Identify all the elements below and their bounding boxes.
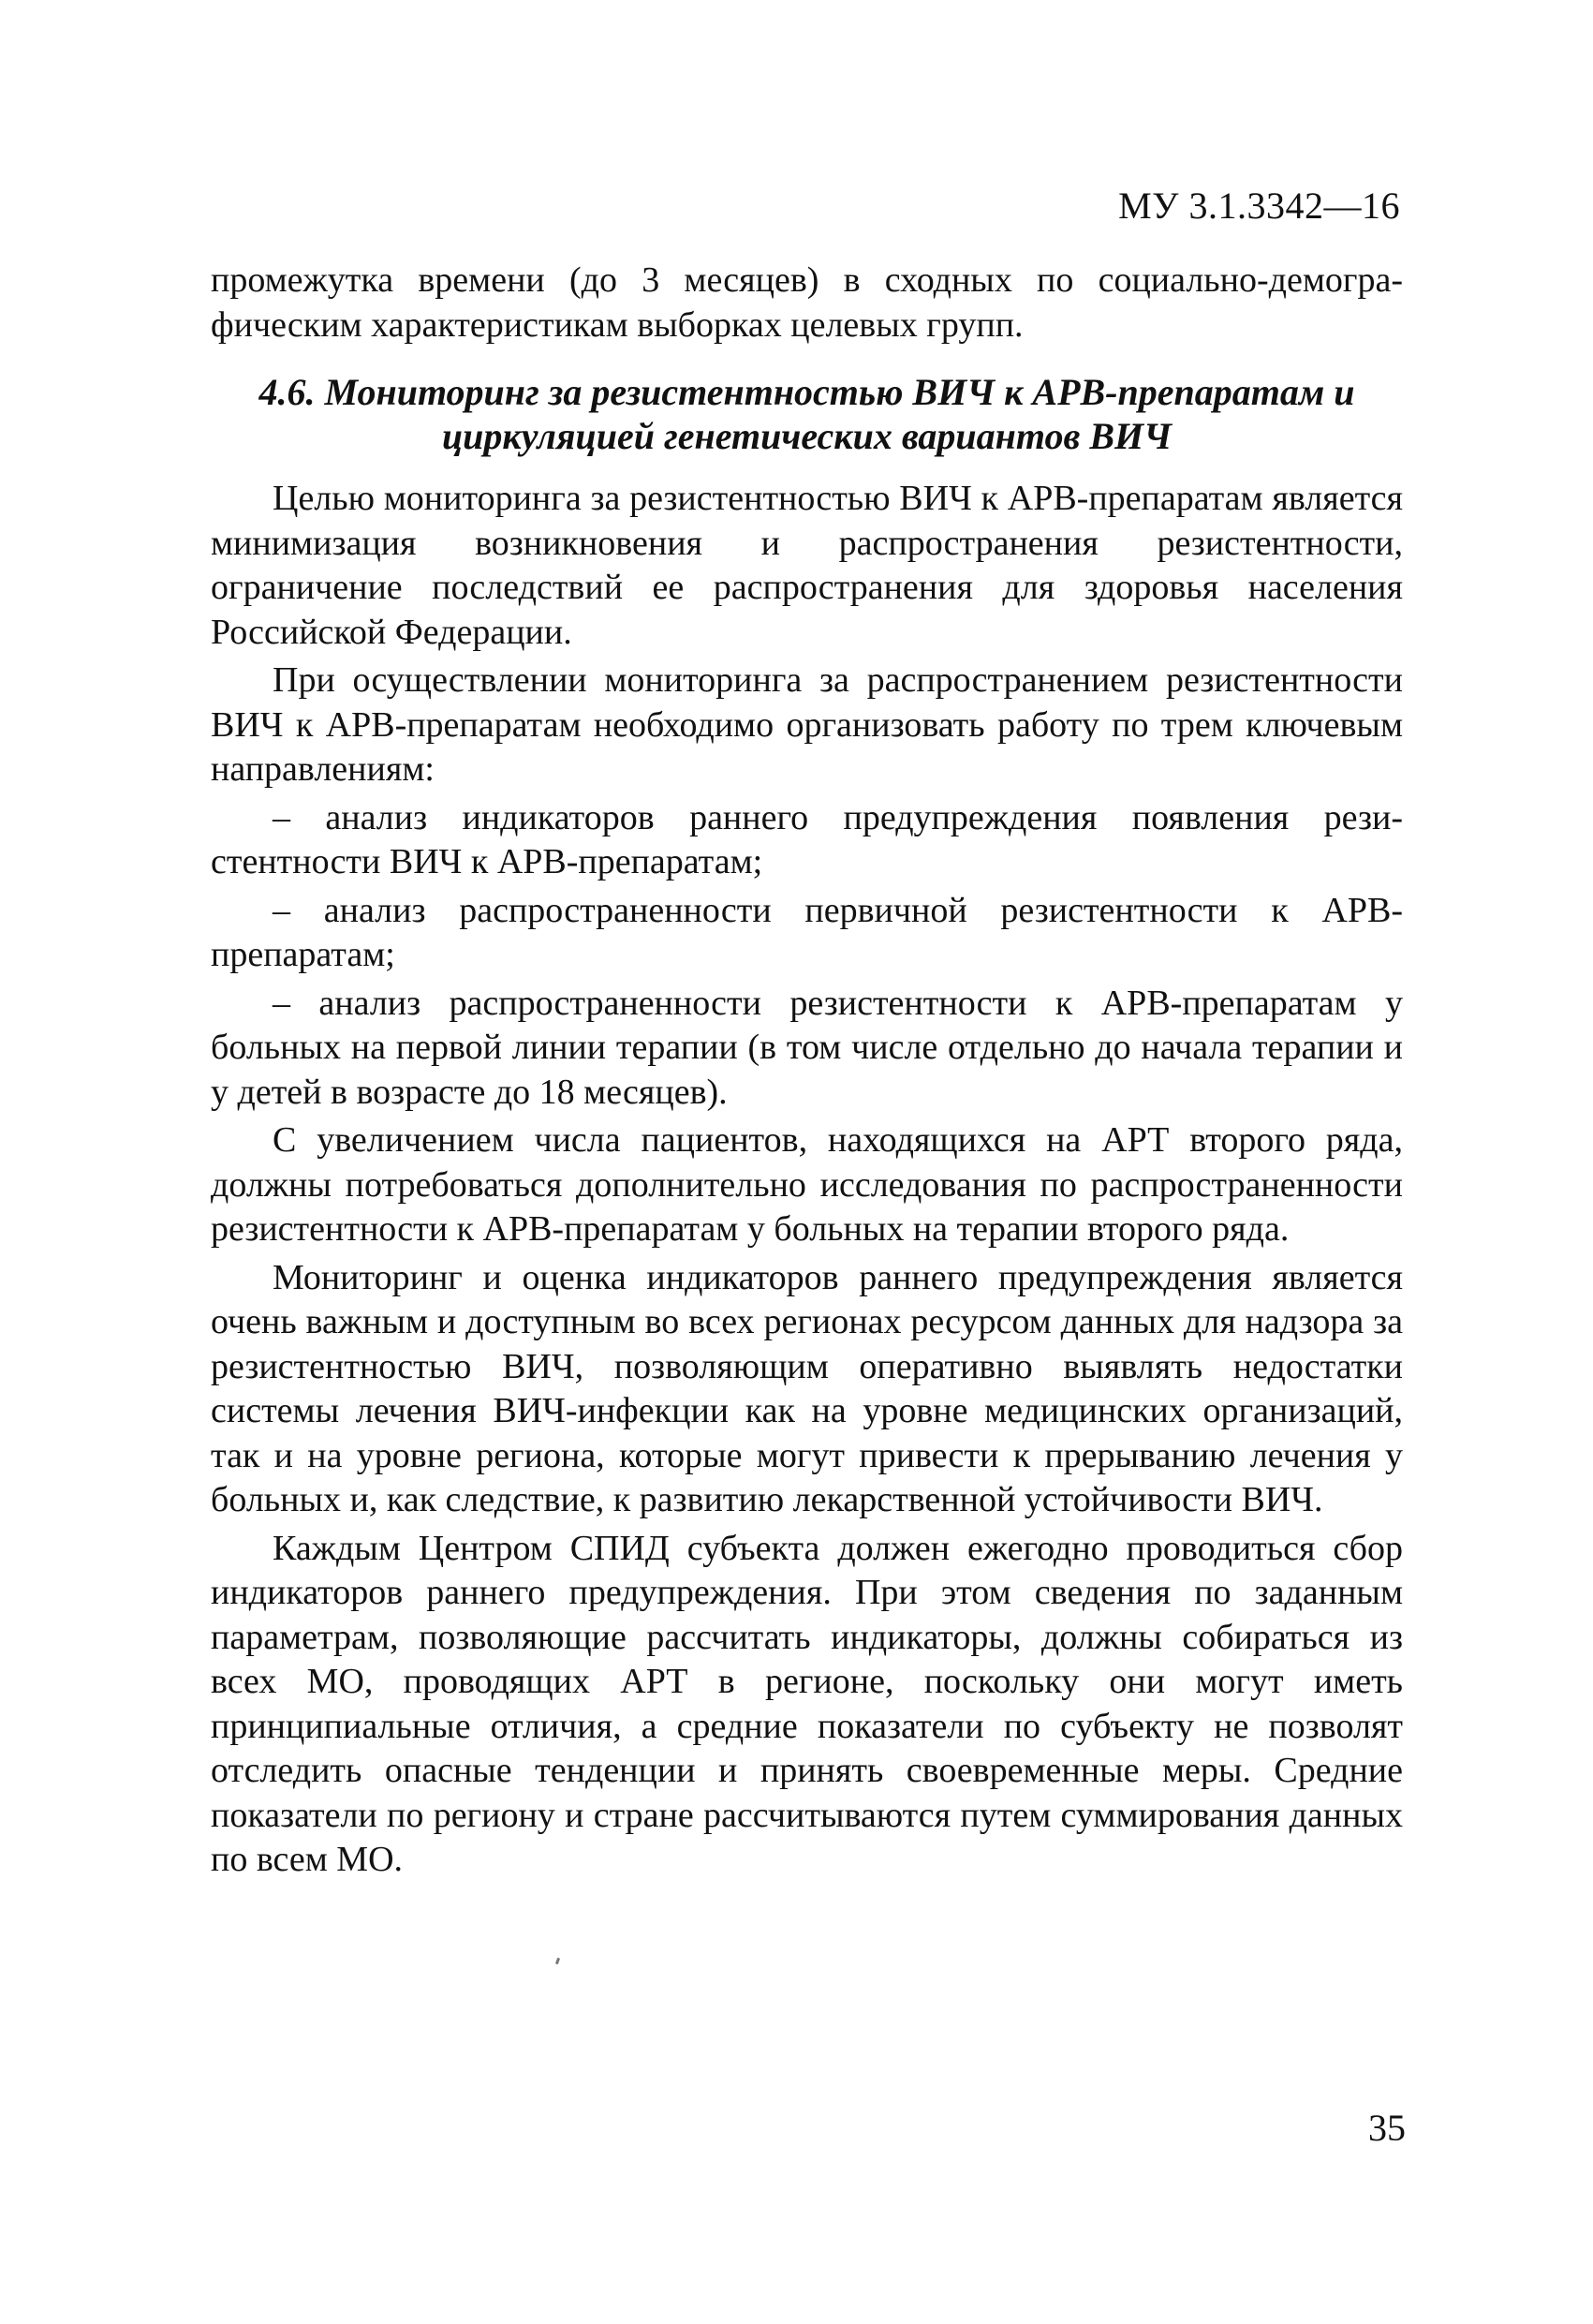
paragraph-work-directions: При осуществлении мониторинга за распространением резистентности ВИЧ к АРВ-препаратам необходимо организовать работу по трем ключевым направлениям: <box>211 660 1403 789</box>
section-heading: 4.6. Мониторинг за резистентностью ВИЧ к АРВ-препаратам и циркуляцией генетических вариантов ВИЧ <box>258 371 1355 457</box>
document-body <box>211 259 1403 1883</box>
list-item: – анализ распространенности первичной резистентности к АРВ-препаратам; <box>211 890 1403 974</box>
document-code-header: МУ 3.1.3342—16 <box>1118 185 1400 227</box>
page-number: 35 <box>1368 2107 1406 2149</box>
paragraph-second-line-therapy: С увеличением числа пациентов, находящихся на АРТ второго ряда, должны потребоваться дополнительно исследования по распространенности резистентности к АРВ-препаратам у больных на терапии второго ряда. <box>211 1120 1403 1249</box>
list-item: – анализ распространенности резистентности к АРВ-препаратам у больных на первой линии терапии (в том числе отдельно до начала терапии и у детей в возрасте до 18 месяцев). <box>211 983 1403 1112</box>
list-item: – анализ индикаторов раннего предупреждения появления резистентности ВИЧ к АРВ-препаратам; <box>211 797 1403 881</box>
paragraph-early-warning-indicators: Мониторинг и оценка индикаторов раннего предупреждения является очень важным и доступным во всех регионах ресурсом данных для надзора за резистентностью ВИЧ, позволяющим оперативно выявлять недостатки системы лечения ВИЧ-инфекции как на уровне медицинских организаций, так и на уровне региона, которые могут привести к прерыванию лечения у больных и, как следствие, к развитию лекарственной устойчивости ВИЧ. <box>211 1257 1403 1519</box>
scan-artifact <box>555 1958 560 1965</box>
paragraph-monitoring-goal: Целью мониторинга за резистентностью ВИЧ к АРВ-препаратам является минимизация возникновения и распространения резистентности, ограничение последствий ее распространения для здоровья населения Российской Федерации. <box>211 479 1403 652</box>
continued-paragraph: промежутка времени (до 3 месяцев) в сходных по социально-демографическим характеристикам выборках целевых групп. <box>211 260 1403 345</box>
paragraph-aids-center-collection: Каждым Центром СПИД субъекта должен ежегодно проводиться сбор индикаторов раннего предупреждения. При этом сведения по заданным параметрам, позволяющие рассчитать индикаторы, должны собираться из всех МО, проводящих АРТ в регионе, поскольку они могут иметь принципиальные отличия, а средние показатели по субъекту не позволят отследить опасные тенденции и принять своевременные меры. Средние показатели по региону и стране рассчитываются путем суммирования данных по всем МО. <box>211 1528 1403 1879</box>
